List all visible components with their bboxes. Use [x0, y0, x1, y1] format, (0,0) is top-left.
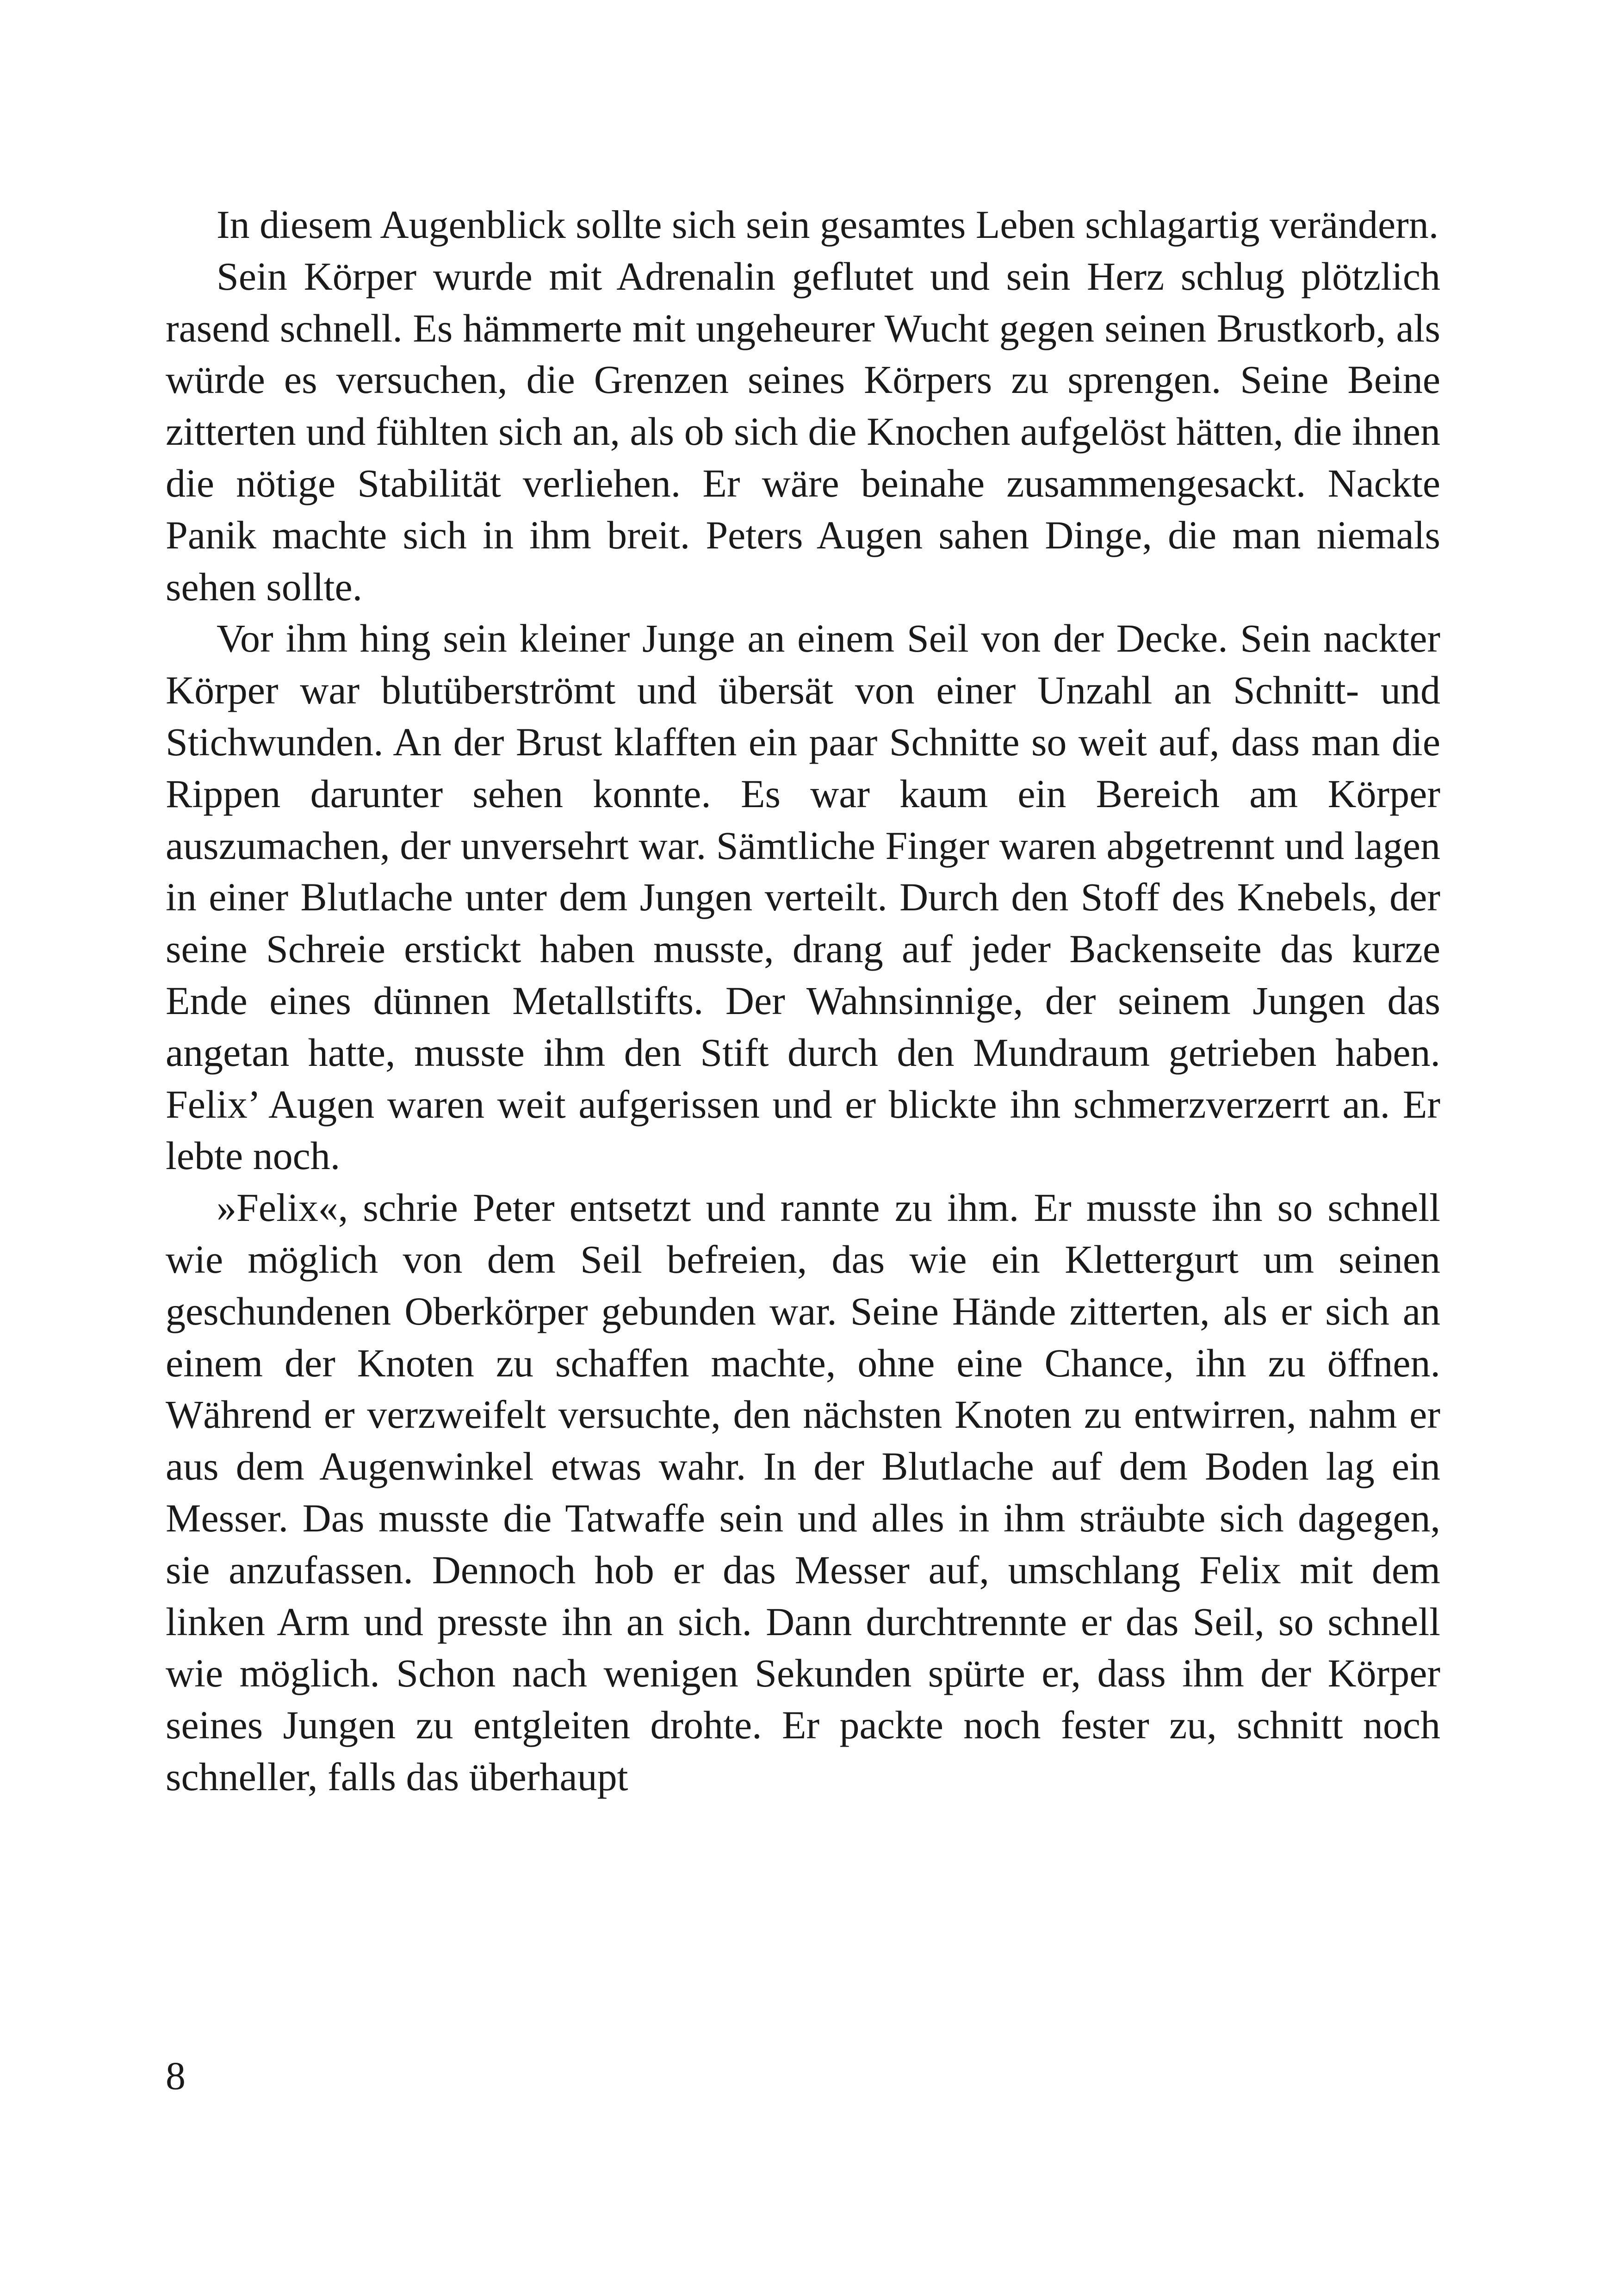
paragraph-2: Sein Körper wurde mit Adrenalin geflutet und sein Herz schlug plötzlich rasend schnell. Es hämmerte mit ungeheurer Wucht gegen seinen Brustkorb, als würde es versuchen, die Grenzen seines Körpers zu sprengen. Seine Beine zitterten und fühlten sich an, als ob sich die Knochen aufgelöst hätten, die ihnen die nötige Stabilität verliehen. Er wäre beinahe zusammengesackt. Nackte Panik machte sich in ihm breit. Peters Augen sahen Dinge, die man niemals sehen sollte.	[166, 254, 1440, 609]
page-number: 8	[166, 2053, 186, 2098]
body-text	[166, 199, 1440, 1803]
paragraph-4: »Felix«, schrie Peter entsetzt und rannte zu ihm. Er musste ihn so schnell wie möglich von dem Seil befreien, das wie ein Klettergurt um seinen geschundenen Oberkörper gebunden war. Seine Hände zitterten, als er sich an einem der Knoten zu schaffen machte, ohne eine Chance, ihn zu öffnen. Während er verzweifelt versuchte, den nächsten Knoten zu entwirren, nahm er aus dem Augenwinkel etwas wahr. In der Blutlache auf dem Boden lag ein Messer. Das musste die Tatwaffe sein und alles in ihm sträubte sich dagegen, sie anzufassen. Dennoch hob er das Messer auf, umschlang Felix mit dem linken Arm und presste ihn an sich. Dann durchtrennte er das Seil, so schnell wie möglich. Schon nach wenigen Sekunden spürte er, dass ihm der Körper seines Jungen zu entgleiten drohte. Er packte noch fester zu, schnitt noch schneller, falls das überhaupt	[166, 1185, 1440, 1799]
paragraph-3: Vor ihm hing sein kleiner Junge an einem Seil von der Decke. Sein nackter Körper war blutüberströmt und übersät von einer Unzahl an Schnitt- und Stichwunden. An der Brust klafften ein paar Schnitte so weit auf, dass man die Rippen darunter sehen konnte. Es war kaum ein Bereich am Körper auszumachen, der unversehrt war. Sämtliche Finger waren abgetrennt und lagen in einer Blutlache unter dem Jungen verteilt. Durch den Stoff des Knebels, der seine Schreie erstickt haben musste, drang auf jeder Backenseite das kurze Ende eines dünnen Metallstifts. Der Wahnsinnige, der seinem Jungen das angetan hatte, musste ihm den Stift durch den Mundraum getrieben haben. Felix’ Augen waren weit aufgerissen und er blickte ihn schmerzverzerrt an. Er lebte noch.	[166, 616, 1440, 1178]
paragraph-1: In diesem Augenblick sollte sich sein gesamtes Leben schlagartig verändern.	[217, 202, 1439, 247]
